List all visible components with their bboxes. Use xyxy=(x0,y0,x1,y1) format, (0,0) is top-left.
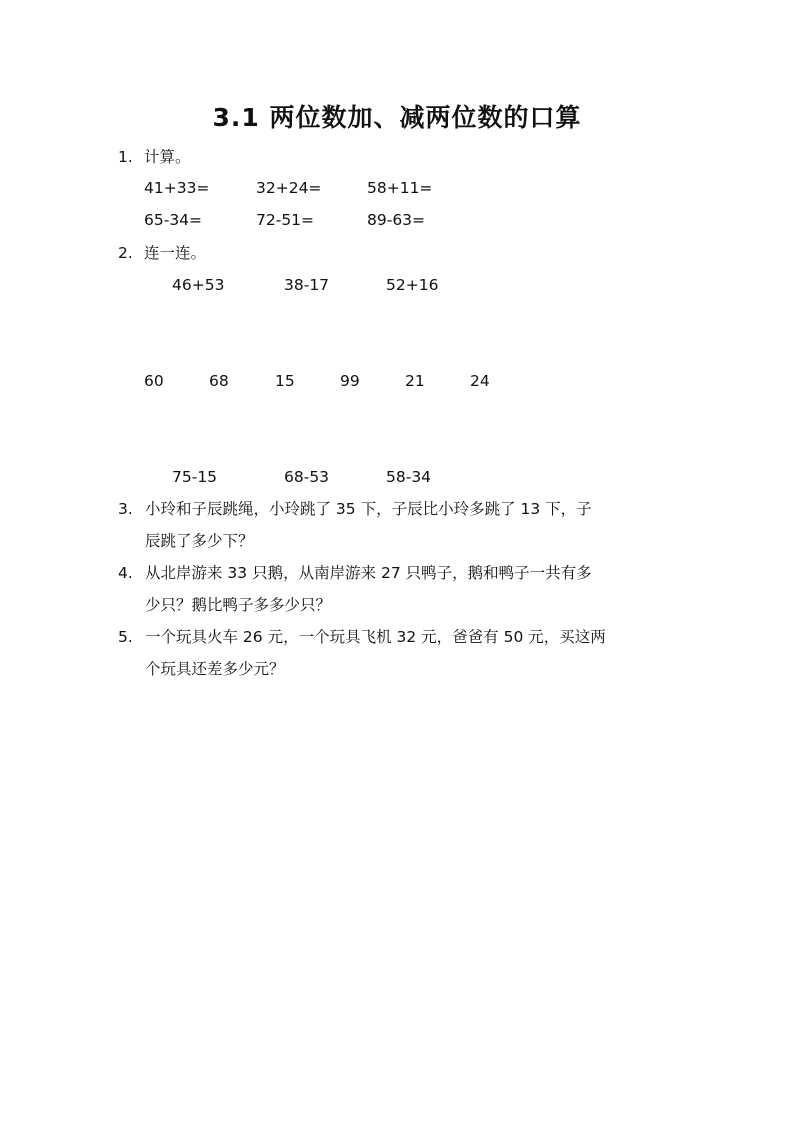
match-expression-top: 52+16 xyxy=(386,276,439,294)
page-title: 3.1 两位数加、减两位数的口算 xyxy=(212,103,582,132)
question-number: 3. xyxy=(118,500,133,518)
question-text-line: 个玩具还差多少元？ xyxy=(145,660,285,678)
match-number: 15 xyxy=(275,372,295,390)
calc-item: 32+24= xyxy=(256,179,322,197)
calc-item: 65-34= xyxy=(144,211,203,229)
question-number: 4. xyxy=(118,564,133,582)
question-number: 5. xyxy=(118,628,133,646)
question-5 xyxy=(118,621,678,685)
match-expression-bottom: 75-15 xyxy=(172,468,218,486)
question-3 xyxy=(118,493,678,557)
question-text: 计算。 xyxy=(144,148,191,166)
question-text-line: 一个玩具火车 26 元，一个玩具飞机 32 元，爸爸有 50 元，买这两 xyxy=(145,628,606,646)
question-1-heading xyxy=(118,146,191,168)
calc-item: 41+33= xyxy=(144,179,210,197)
calc-item: 89-63= xyxy=(367,211,426,229)
question-number: 2. xyxy=(118,244,133,262)
match-expression-top: 46+53 xyxy=(172,276,225,294)
question-4 xyxy=(118,557,678,621)
match-expression-bottom: 68-53 xyxy=(284,468,330,486)
match-expression-bottom: 58-34 xyxy=(386,468,432,486)
question-text-line: 少只？鹅比鸭子多多少只？ xyxy=(145,596,332,614)
match-expression-top: 38-17 xyxy=(284,276,330,294)
calc-item: 72-51= xyxy=(256,211,315,229)
match-number: 24 xyxy=(470,372,490,390)
match-number: 68 xyxy=(209,372,229,390)
match-number: 21 xyxy=(405,372,425,390)
question-text-line: 从北岸游来 33 只鹅，从南岸游来 27 只鸭子，鹅和鸭子一共有多 xyxy=(145,564,592,582)
question-text-line: 小玲和子辰跳绳，小玲跳了 35 下，子辰比小玲多跳了 13 下，子 xyxy=(145,500,592,518)
question-text-line: 辰跳了多少下？ xyxy=(145,532,254,550)
question-number: 1. xyxy=(118,148,133,166)
match-number: 99 xyxy=(340,372,360,390)
calc-item: 58+11= xyxy=(367,179,433,197)
question-2-heading xyxy=(118,242,206,264)
question-text: 连一连。 xyxy=(144,244,207,262)
match-number: 60 xyxy=(144,372,164,390)
